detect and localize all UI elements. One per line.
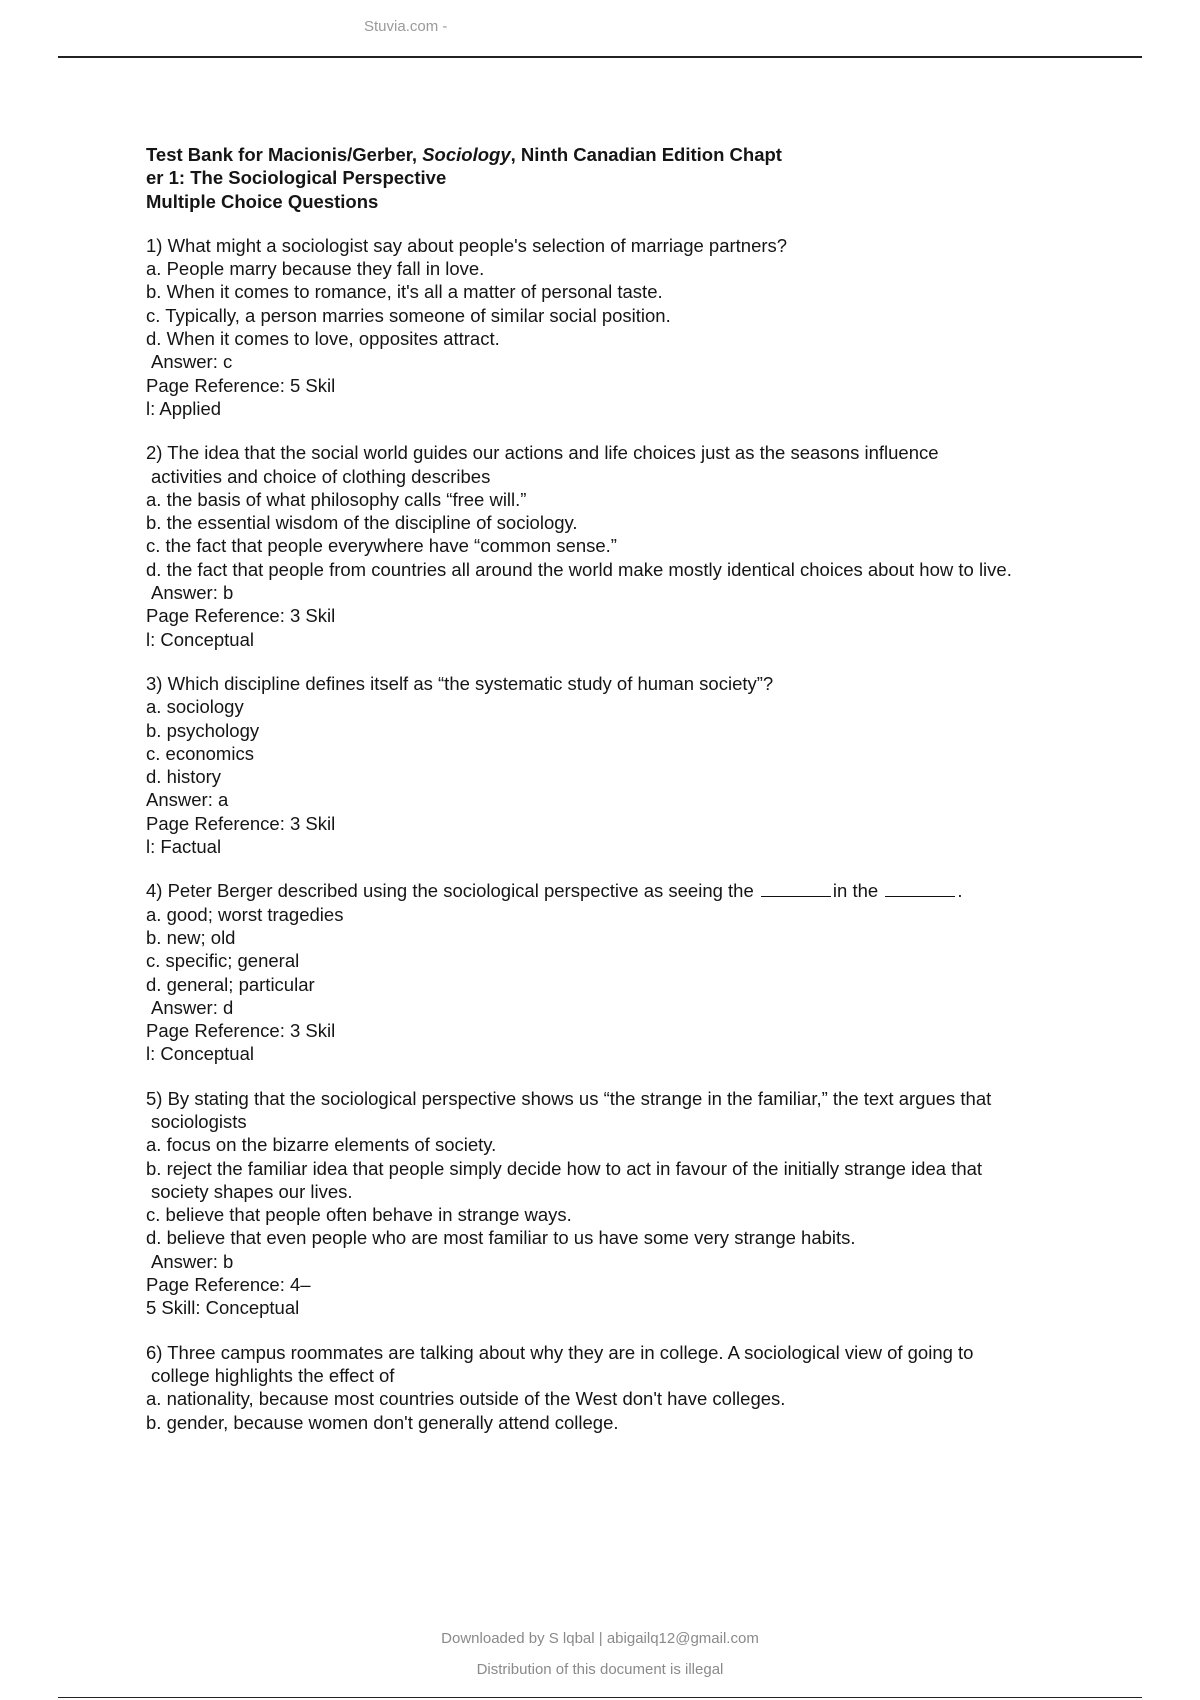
option-a: a. the basis of what philosophy calls “free will.” (146, 488, 527, 510)
fill-in-blank (761, 880, 831, 897)
page-reference: Page Reference: 3 Skil (146, 812, 336, 834)
skill: l: Conceptual (146, 628, 254, 650)
question-stem (146, 879, 1106, 902)
stem-text: in the (832, 880, 884, 902)
option-d: d. history (146, 766, 222, 788)
question-1 (146, 234, 1106, 420)
answer: Answer: d (151, 996, 234, 1018)
option-c: c. Typically, a person marries someone of similar social position. (146, 304, 671, 326)
bottom-divider (58, 1697, 1142, 1698)
stem-text: . (957, 880, 963, 902)
title-line-1 (146, 143, 1106, 166)
skill: 5 Skill: Conceptual (146, 1297, 300, 1319)
option-b: b. gender, because women don't generally attend college. (146, 1411, 619, 1433)
page-reference: Page Reference: 3 Skil (146, 605, 336, 627)
question-stem-continued: sociologists (151, 1110, 247, 1132)
option-b: b. the essential wisdom of the discipline of sociology. (146, 512, 578, 534)
top-divider (58, 56, 1142, 58)
option-b: b. psychology (146, 719, 260, 741)
answer: Answer: c (151, 351, 233, 373)
option-a: a. People marry because they fall in love. (146, 258, 485, 280)
download-notice: Downloaded by S lqbal | abigailq12@gmail.com (441, 1630, 759, 1647)
option-c: c. economics (146, 742, 254, 764)
question-5 (146, 1087, 1106, 1320)
option-b: b. reject the familiar idea that people simply decide how to act in favour of the initially strange idea that (146, 1157, 983, 1179)
option-c: c. the fact that people everywhere have “common sense.” (146, 535, 617, 557)
question-stem-continued: college highlights the effect of (151, 1364, 395, 1386)
option-b: b. When it comes to romance, it's all a matter of personal taste. (146, 281, 663, 303)
option-b: b. new; old (146, 926, 236, 948)
question-2 (146, 441, 1106, 651)
option-d: d. general; particular (146, 973, 315, 995)
question-stem: 3) Which discipline defines itself as “the systematic study of human society”? (146, 672, 774, 694)
distribution-notice: Distribution of this document is illegal (476, 1661, 724, 1678)
stem-text: 4) Peter Berger described using the sociological perspective as seeing the (146, 880, 759, 902)
option-a: a. nationality, because most countries outside of the West don't have colleges. (146, 1388, 786, 1410)
option-a: a. focus on the bizarre elements of society. (146, 1134, 497, 1156)
option-a: a. good; worst tragedies (146, 903, 344, 925)
answer: Answer: b (151, 582, 234, 604)
option-d: d. the fact that people from countries all around the world make mostly identical choices about how to live. (146, 558, 1012, 580)
question-stem: 2) The idea that the social world guides our actions and life choices just as the seasons influence (146, 442, 939, 464)
title-part: , Ninth Canadian Edition Chapt (510, 144, 782, 165)
title-part: Test Bank for Macionis/Gerber, (146, 144, 423, 165)
skill: l: Conceptual (146, 1043, 254, 1065)
question-3 (146, 672, 1106, 858)
option-d: d. believe that even people who are most familiar to us have some very strange habits. (146, 1227, 856, 1249)
site-header: Stuvia.com - (364, 18, 448, 35)
page-reference: Page Reference: 4– (146, 1274, 311, 1296)
fill-in-blank (885, 880, 955, 897)
option-a: a. sociology (146, 696, 244, 718)
answer: Answer: a (146, 789, 229, 811)
title-line-2: er 1: The Sociological Perspective (146, 167, 447, 189)
question-stem-continued: activities and choice of clothing describes (151, 465, 491, 487)
question-6 (146, 1341, 1106, 1434)
page-reference: Page Reference: 3 Skil (146, 1020, 336, 1042)
skill: l: Factual (146, 836, 222, 858)
question-4 (146, 879, 1106, 1065)
title-book-name: Sociology (422, 144, 511, 165)
section-heading: Multiple Choice Questions (146, 190, 379, 212)
option-c: c. specific; general (146, 950, 300, 972)
option-c: c. believe that people often behave in strange ways. (146, 1204, 572, 1226)
question-stem: 5) By stating that the sociological perspective shows us “the strange in the familiar,” the text argues that (146, 1087, 992, 1109)
document-body (146, 143, 1106, 1434)
question-stem: 6) Three campus roommates are talking about why they are in college. A sociological view of going to (146, 1341, 974, 1363)
page-reference: Page Reference: 5 Skil (146, 374, 336, 396)
option-b-continued: society shapes our lives. (151, 1180, 353, 1202)
answer: Answer: b (151, 1250, 234, 1272)
option-d: d. When it comes to love, opposites attract. (146, 328, 500, 350)
skill: l: Applied (146, 397, 222, 419)
question-stem: 1) What might a sociologist say about people's selection of marriage partners? (146, 234, 788, 256)
document-title (146, 143, 1106, 213)
